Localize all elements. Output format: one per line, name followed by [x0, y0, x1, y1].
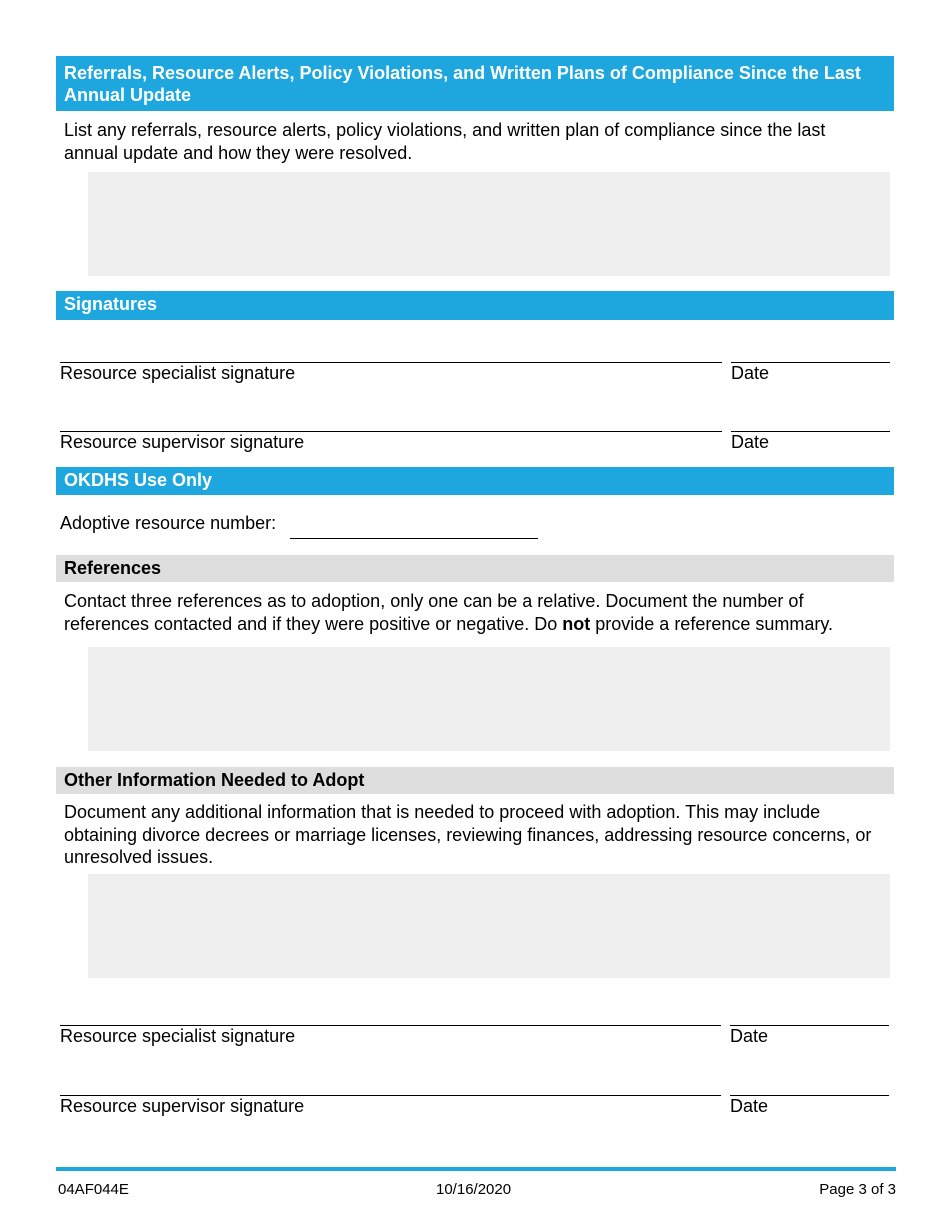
footer-divider [56, 1167, 896, 1171]
footer-page-number: Page 3 of 3 [819, 1181, 896, 1198]
bottom-specialist-date-label: Date [730, 1026, 769, 1046]
footer-form-number: 04AF044E [58, 1181, 129, 1198]
bottom-specialist-signature-label: Resource specialist signature [60, 1026, 296, 1046]
referrals-section-title: Referrals, Resource Alerts, Policy Violations, and Written Plans of Compliance Since the Last Annual Update [64, 63, 861, 105]
specialist-date-label: Date [731, 363, 770, 383]
bottom-supervisor-date-label: Date [730, 1096, 769, 1116]
referrals-text-field[interactable] [88, 172, 890, 276]
referrals-instructions: List any referrals, resource alerts, policy violations, and written plan of compliance since the last annual update and how they were resolved. [64, 120, 826, 163]
adoptive-resource-number-field[interactable] [290, 538, 538, 539]
references-instructions-part1: Contact three references as to adoption, only one can be a relative. Document the number of references contacted and if they were positive or negative. Do [64, 591, 804, 634]
other-info-section-header [56, 767, 894, 794]
references-instructions-part2: provide a reference summary. [590, 613, 834, 634]
references-text-field[interactable] [88, 647, 890, 751]
other-info-text-field[interactable] [88, 874, 890, 978]
specialist-signature-label: Resource specialist signature [60, 363, 296, 383]
signatures-section-title: Signatures [64, 294, 158, 314]
adoptive-resource-number-label: Adoptive resource number: [60, 513, 277, 533]
supervisor-signature-label: Resource supervisor signature [60, 432, 305, 452]
references-instructions [64, 590, 884, 635]
other-info-section-title: Other Information Needed to Adopt [64, 770, 365, 790]
other-info-instructions: Document any additional information that is needed to proceed with adoption. This may include obtaining divorce decrees or marriage licenses, reviewing finances, addressing resource concerns, or unresolved issues. [64, 802, 872, 867]
references-section-header [56, 555, 894, 582]
bottom-supervisor-signature-label: Resource supervisor signature [60, 1096, 305, 1116]
footer-date: 10/16/2020 [436, 1181, 512, 1198]
references-section-title: References [64, 558, 162, 578]
supervisor-date-label: Date [731, 432, 770, 452]
signatures-section-header [56, 291, 894, 320]
references-instructions-bold: not [562, 613, 591, 634]
referrals-section-header [56, 56, 894, 111]
okdhs-section-header [56, 467, 894, 495]
okdhs-section-title: OKDHS Use Only [64, 470, 213, 490]
